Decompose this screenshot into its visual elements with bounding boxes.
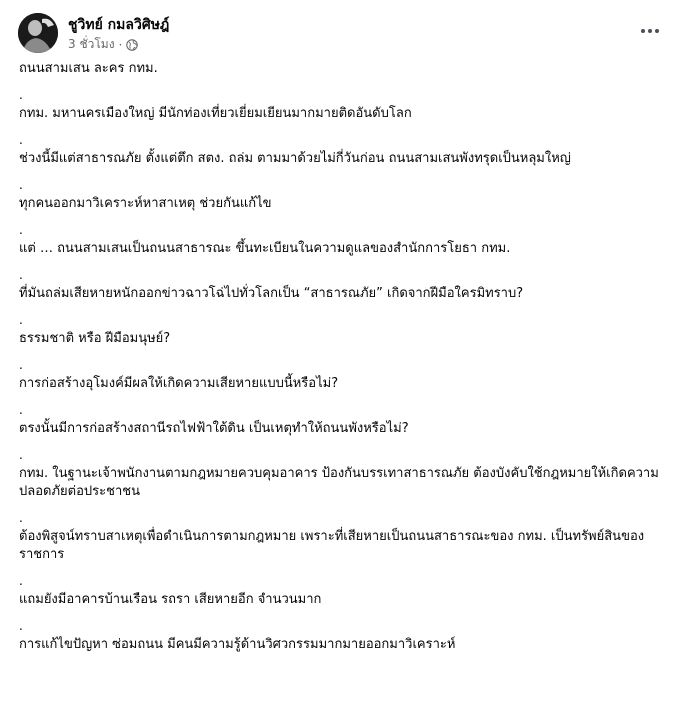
more-options-button[interactable] (636, 19, 664, 43)
more-options-icon (641, 29, 645, 33)
paragraph-separator: . (19, 574, 23, 588)
paragraph-separator: . (19, 619, 23, 633)
paragraph-separator: . (19, 88, 23, 102)
paragraph-separator: . (19, 268, 23, 282)
post-paragraph: กทม. มหานครเมืองใหญ่ มีนักท่องเที่ยวเยี่ยมเยียนมากมายติดอันดับโลก (19, 106, 412, 121)
post-paragraph: ทุกคนออกมาวิเคราะห์หาสาเหตุ ช่วยกันแก้ไข (19, 196, 272, 211)
more-options-dot (655, 29, 659, 33)
post-header (18, 13, 664, 57)
post-paragraph: ถนนสามเสน ละคร กทม. (19, 61, 158, 76)
paragraph-separator: . (19, 511, 23, 525)
post-paragraph: ต้องพิสูจน์ทราบสาเหตุเพื่อดำเนินการตามกฎหมาย เพราะที่เสียหายเป็นถนนสาธารณะของ กทม. เป็นทรัพย์สินของราชการ (19, 529, 645, 562)
post-paragraph: กทม. ในฐานะเจ้าพนักงานตามกฎหมายควบคุมอาคาร ป้องกันบรรเทาสาธารณภัย ต้องบังคับใช้กฎหมายให้เกิดความปลอดภัยต่อประชาชน (19, 466, 659, 499)
post-paragraph: ช่วงนี้มีแต่สาธารณภัย ตั้งแต่ตึก สตง. ถล่ม ตามมาด้วยไม่กี่วันก่อน ถนนสามเสนพังทรุดเป็นหลุมใหญ่ (19, 151, 571, 166)
author-avatar[interactable] (18, 13, 58, 53)
post-body (19, 60, 665, 654)
paragraph-separator: . (19, 178, 23, 192)
paragraph-separator: . (19, 403, 23, 417)
paragraph-separator: . (19, 313, 23, 327)
post-paragraph: ตรงนั้นมีการก่อสร้างสถานีรถไฟฟ้าใต้ดิน เป็นเหตุทำให้ถนนพังหรือไม่? (19, 421, 409, 436)
post-paragraph: ธรรมชาติ หรือ ฝีมือมนุษย์? (19, 331, 171, 346)
globe-icon[interactable] (126, 39, 138, 51)
post-paragraph: การก่อสร้างอุโมงค์มีผลให้เกิดความเสียหายแบบนี้หรือไม่? (19, 376, 339, 391)
post-paragraph: แถมยังมีอาคารบ้านเรือน รถรา เสียหายอีก จำนวนมาก (19, 592, 322, 607)
post-paragraph: ที่มันถล่มเสียหายหนักออกข่าวฉาวโฉ่ไปทั่วโลกเป็น “สาธารณภัย” เกิดจากฝีมือใครมิทราบ? (19, 286, 524, 301)
paragraph-separator: . (19, 223, 23, 237)
paragraph-separator: . (19, 133, 23, 147)
post-meta (68, 35, 138, 54)
meta-separator: · (118, 37, 123, 52)
avatar-portrait-icon (18, 13, 58, 53)
more-options-dot (648, 29, 652, 33)
post-paragraph: การแก้ไขปัญหา ซ่อมถนน มีคนมีความรู้ด้านวิศวกรรมมากมายออกมาวิเคราะห์ (19, 637, 456, 652)
paragraph-separator: . (19, 448, 23, 462)
post-timestamp[interactable]: 3 ชั่วโมง (68, 37, 115, 51)
author-name[interactable]: ชูวิทย์ กมลวิศิษฎ์ (68, 17, 170, 33)
paragraph-separator: . (19, 358, 23, 372)
post-paragraph: แต่ … ถนนสามเสนเป็นถนนสาธารณะ ขึ้นทะเบียนในความดูแลของสำนักการโยธา กทม. (19, 241, 511, 256)
